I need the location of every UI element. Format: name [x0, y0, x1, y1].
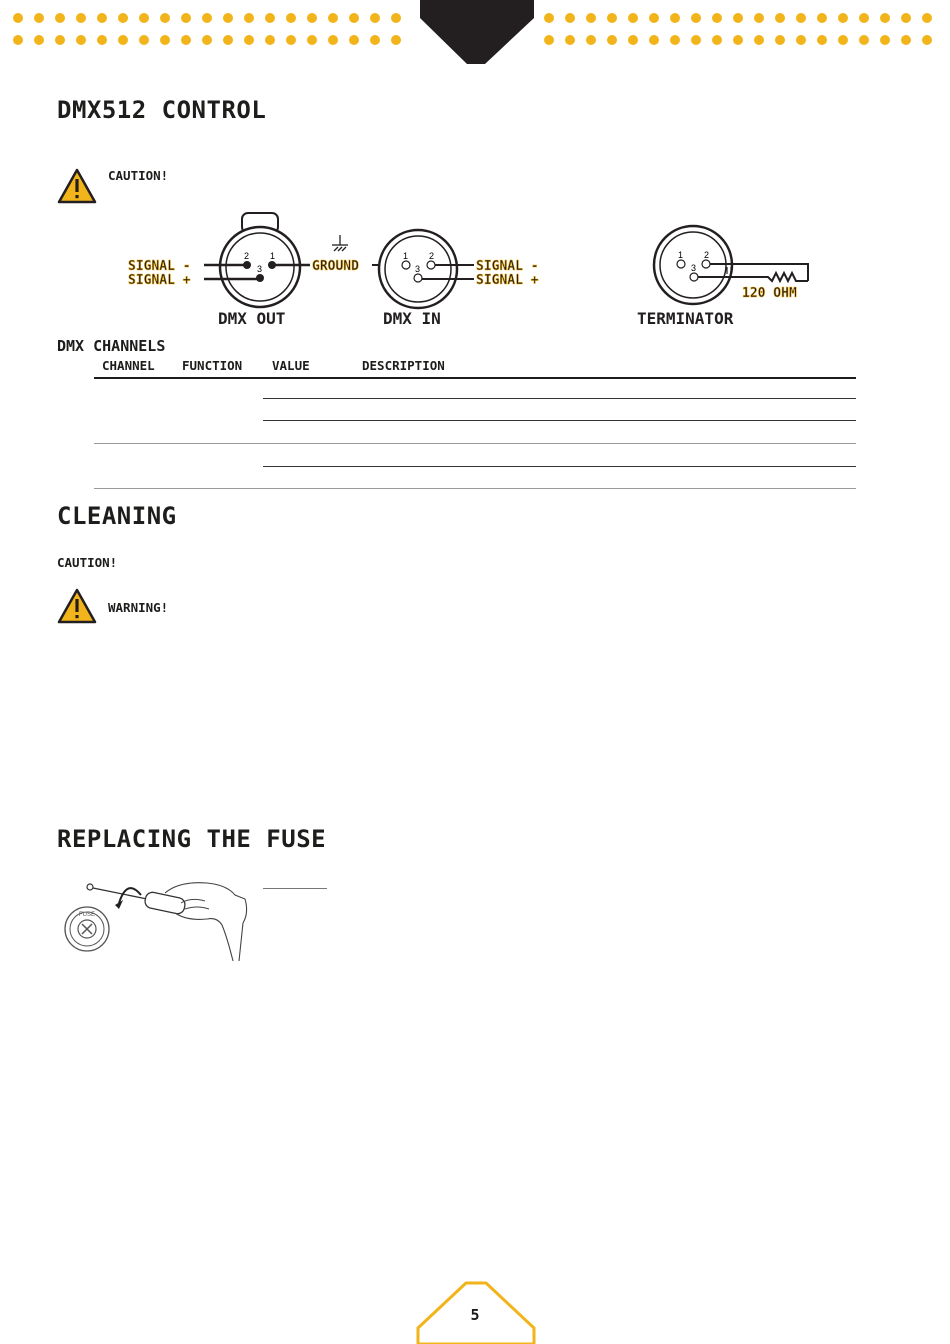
decorative-dot	[34, 35, 44, 45]
fuse-text-rule	[263, 888, 327, 889]
out-pin-3-label: 3	[257, 264, 263, 274]
decorative-dot	[775, 13, 785, 23]
decorative-dot	[838, 35, 848, 45]
decorative-dot	[565, 35, 575, 45]
table-row-divider	[94, 443, 856, 444]
decorative-dot	[607, 13, 617, 23]
header-decoration	[0, 0, 950, 70]
decorative-dot	[391, 35, 401, 45]
cleaning-caution-label: CAUTION!	[57, 555, 118, 570]
decorative-dot	[649, 13, 659, 23]
decorative-dot	[607, 35, 617, 45]
decorative-dot	[775, 35, 785, 45]
dmx-caution-label: CAUTION!	[108, 168, 169, 183]
decorative-dot	[349, 35, 359, 45]
ground-symbol	[332, 235, 348, 251]
header-value: VALUE	[272, 358, 310, 373]
page-number: 5	[470, 1306, 480, 1324]
decorative-dot	[328, 35, 338, 45]
header-description: DESCRIPTION	[362, 358, 445, 373]
in-signal-minus-label: SIGNAL -	[476, 259, 539, 274]
table-row-divider	[263, 466, 856, 467]
decorative-dot	[712, 35, 722, 45]
ohm-label: 120 OHM	[742, 286, 797, 301]
decorative-dot	[922, 13, 932, 23]
ground-label: GROUND	[312, 259, 359, 274]
term-pin-2-label: 2	[704, 250, 710, 260]
decorative-dot	[160, 13, 170, 23]
decorative-dot	[670, 13, 680, 23]
decorative-dot	[244, 13, 254, 23]
decorative-dot	[880, 35, 890, 45]
decorative-dot	[586, 13, 596, 23]
decorative-dot	[922, 35, 932, 45]
channels-title: DMX CHANNELS	[57, 337, 166, 355]
dmx-out-connector	[220, 213, 300, 307]
decorative-dot	[223, 35, 233, 45]
out-pin-1-label: 1	[270, 251, 276, 261]
decorative-dot	[796, 35, 806, 45]
decorative-dot	[181, 13, 191, 23]
decorative-dot	[754, 13, 764, 23]
decorative-dot	[55, 13, 65, 23]
decorative-dot	[880, 13, 890, 23]
decorative-dot	[34, 13, 44, 23]
decorative-dot	[691, 13, 701, 23]
cleaning-warning-label: WARNING!	[108, 600, 169, 615]
decorative-dot	[307, 35, 317, 45]
decorative-dot	[544, 13, 554, 23]
term-pin-3-label: 3	[691, 263, 697, 273]
dmx-in-connector	[379, 230, 457, 308]
in-pin-1-label: 1	[403, 251, 409, 261]
dmx-section-title: DMX512 CONTROL	[57, 96, 267, 124]
dmx-wiring-diagram	[120, 205, 820, 335]
table-row-divider	[263, 420, 856, 421]
decorative-dot	[565, 13, 575, 23]
cleaning-title: CLEANING	[57, 502, 177, 530]
decorative-dot	[97, 35, 107, 45]
decorative-dot	[712, 13, 722, 23]
decorative-dot	[202, 35, 212, 45]
decorative-dot	[139, 35, 149, 45]
decorative-dot	[13, 13, 23, 23]
decorative-dot	[670, 35, 680, 45]
decorative-dot	[838, 13, 848, 23]
terminator-label: TERMINATOR	[637, 309, 734, 328]
decorative-dot	[691, 35, 701, 45]
decorative-dot	[244, 35, 254, 45]
decorative-dot	[733, 35, 743, 45]
decorative-dot	[181, 35, 191, 45]
in-pin-3-label: 3	[415, 264, 421, 274]
decorative-dot	[901, 35, 911, 45]
warning-icon	[57, 168, 97, 204]
fuse-replacement-illustration	[57, 873, 257, 965]
decorative-dot	[370, 35, 380, 45]
decorative-dot	[265, 13, 275, 23]
decorative-dot	[370, 13, 380, 23]
table-row-divider	[263, 398, 856, 399]
term-pin-1-label: 1	[678, 250, 684, 260]
decorative-dot	[628, 13, 638, 23]
decorative-dot	[307, 13, 317, 23]
dmx-in-label: DMX IN	[383, 309, 441, 328]
header-tab	[420, 0, 534, 64]
decorative-dot	[901, 13, 911, 23]
decorative-dot	[13, 35, 23, 45]
table-row-divider	[94, 488, 856, 489]
dmx-out-label: DMX OUT	[218, 309, 286, 328]
decorative-dot	[328, 13, 338, 23]
decorative-dot	[76, 35, 86, 45]
decorative-dot	[544, 35, 554, 45]
channels-table-header	[94, 358, 856, 379]
decorative-dot	[265, 35, 275, 45]
in-pin-2-label: 2	[429, 251, 435, 261]
decorative-dot	[628, 35, 638, 45]
decorative-dot	[859, 13, 869, 23]
decorative-dot	[160, 35, 170, 45]
warning-icon	[57, 588, 97, 624]
decorative-dot	[649, 35, 659, 45]
decorative-dot	[817, 13, 827, 23]
out-pin-2-label: 2	[244, 251, 250, 261]
fuse-title: REPLACING THE FUSE	[57, 825, 327, 853]
decorative-dot	[391, 13, 401, 23]
out-signal-minus-label: SIGNAL -	[128, 259, 191, 274]
in-signal-plus-label: SIGNAL +	[476, 273, 539, 288]
decorative-dot	[76, 13, 86, 23]
decorative-dot	[202, 13, 212, 23]
decorative-dot	[97, 13, 107, 23]
decorative-dot	[118, 35, 128, 45]
decorative-dot	[139, 13, 149, 23]
decorative-dot	[796, 13, 806, 23]
decorative-dot	[586, 35, 596, 45]
decorative-dot	[286, 13, 296, 23]
decorative-dot	[286, 35, 296, 45]
decorative-dot	[817, 35, 827, 45]
header-channel: CHANNEL	[102, 358, 155, 373]
decorative-dot	[733, 13, 743, 23]
out-signal-plus-label: SIGNAL +	[128, 273, 191, 288]
header-function: FUNCTION	[182, 358, 243, 373]
decorative-dot	[754, 35, 764, 45]
decorative-dot	[223, 13, 233, 23]
decorative-dot	[859, 35, 869, 45]
decorative-dot	[55, 35, 65, 45]
decorative-dot	[349, 13, 359, 23]
decorative-dot	[118, 13, 128, 23]
fuse-cap-label: FUSE	[79, 912, 96, 918]
